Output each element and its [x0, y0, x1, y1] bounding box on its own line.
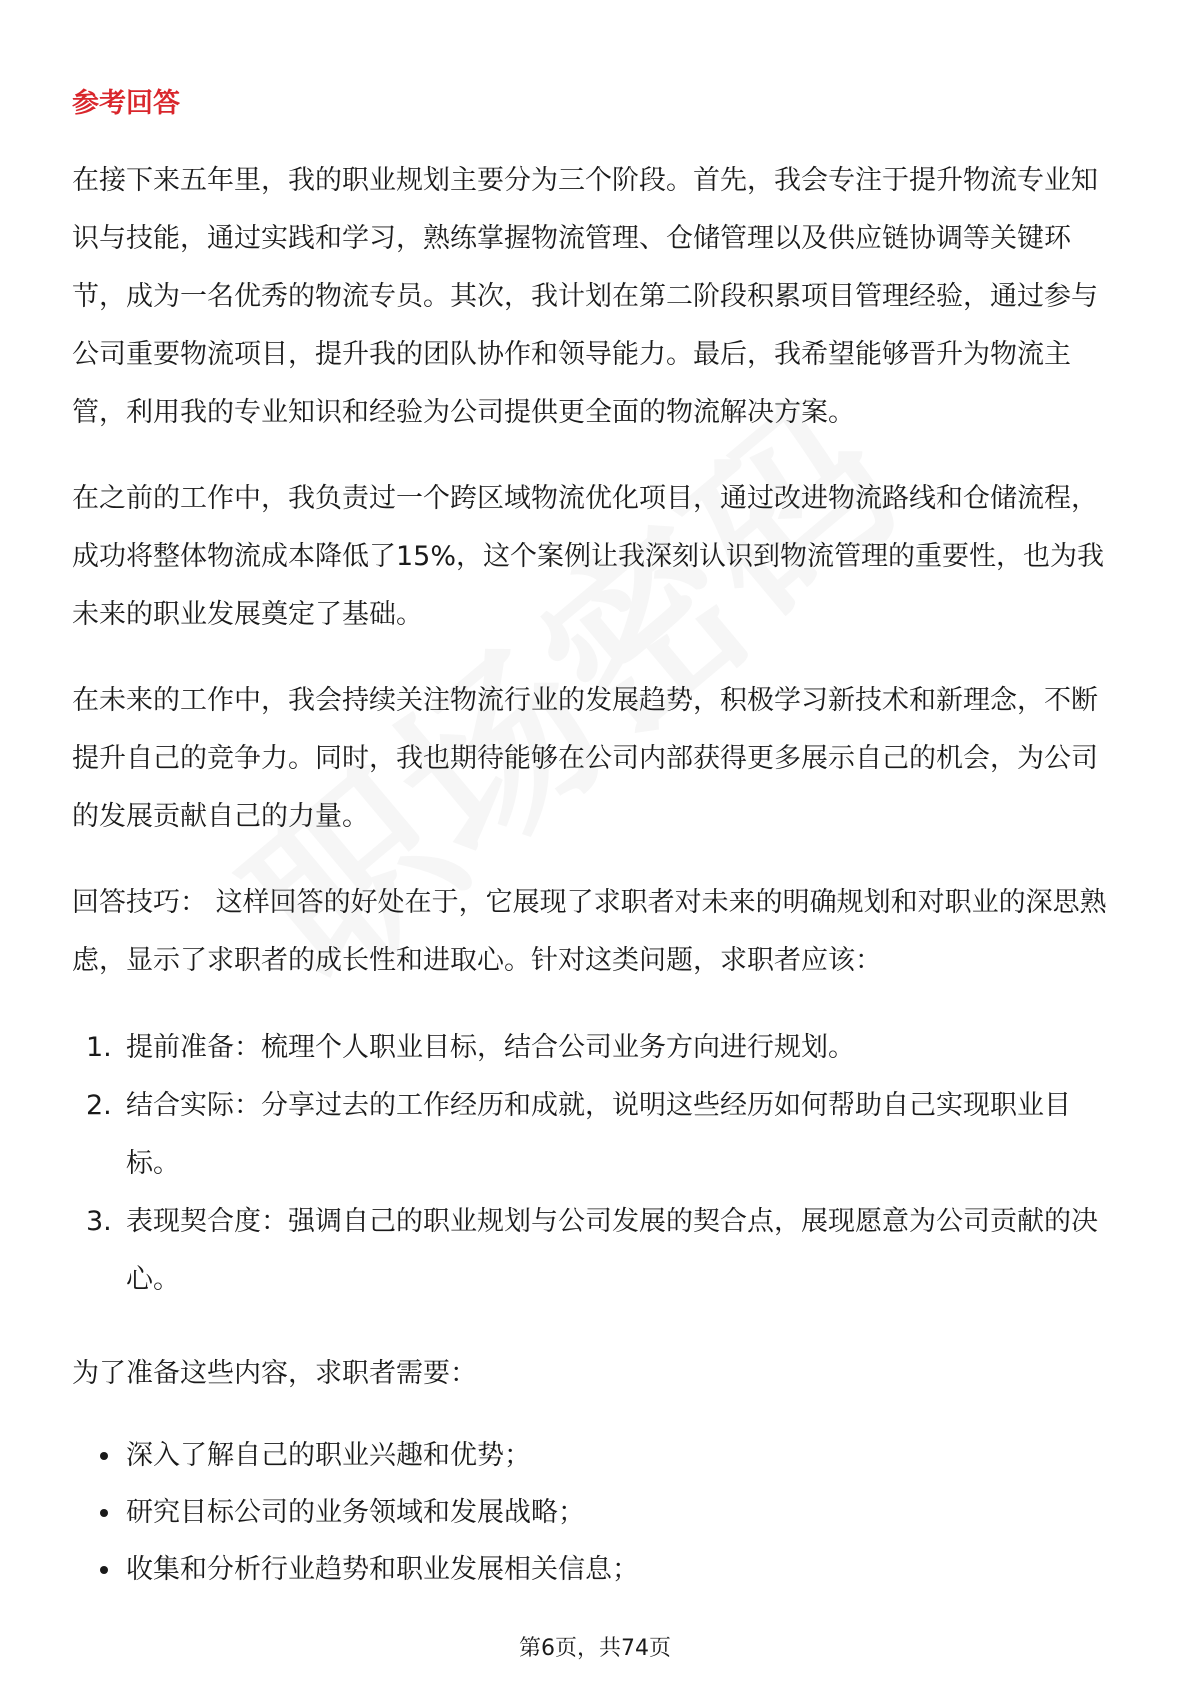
bullet-icon	[100, 1509, 108, 1517]
tips-ordered-list	[72, 1019, 1122, 1309]
list-item	[72, 1484, 1122, 1541]
section-heading: 参考回答	[72, 88, 180, 119]
list-item-text: 提前准备：梳理个人职业目标，结合公司业务方向进行规划。	[126, 1032, 855, 1063]
list-item-text: 结合实际：分享过去的工作经历和成就，说明这些经历如何帮助自己实现职业目标。	[126, 1090, 1071, 1179]
paragraph-future: 在未来的工作中，我会持续关注物流行业的发展趋势，积极学习新技术和新理念，不断提升自己的竞争力。同时，我也期待能够在公司内部获得更多展示自己的机会，为公司的发展贡献自己的力量。	[72, 685, 1098, 832]
list-number: 2.	[86, 1090, 112, 1121]
list-item-text: 深入了解自己的职业兴趣和优势；	[126, 1440, 531, 1471]
list-number: 3.	[86, 1206, 112, 1237]
list-number: 1.	[86, 1032, 112, 1063]
list-item-text: 收集和分析行业趋势和职业发展相关信息；	[126, 1554, 639, 1585]
list-item	[72, 1427, 1122, 1484]
list-item	[72, 1019, 1122, 1077]
list-item-text: 研究目标公司的业务领域和发展战略；	[126, 1497, 585, 1528]
paragraph-plan: 在接下来五年里，我的职业规划主要分为三个阶段。首先，我会专注于提升物流专业知识与技能，通过实践和学习，熟练掌握物流管理、仓储管理以及供应链协调等关键环节，成为一名优秀的物流专员。其次，我计划在第二阶段积累项目管理经验，通过参与公司重要物流项目，提升我的团队协作和领导能力。最后，我希望能够晋升为物流主管，利用我的专业知识和经验为公司提供更全面的物流解决方案。	[72, 165, 1098, 428]
page-number: 第6页，共74页	[519, 1636, 671, 1661]
bullet-icon	[100, 1452, 108, 1460]
list-item-text: 表现契合度：强调自己的职业规划与公司发展的契合点，展现愿意为公司贡献的决心。	[126, 1206, 1098, 1295]
list-item	[72, 1077, 1122, 1193]
bullet-icon	[100, 1566, 108, 1574]
prepare-bullet-list	[72, 1427, 1122, 1598]
list-item	[72, 1541, 1122, 1598]
paragraph-prepare: 为了准备这些内容，求职者需要：	[72, 1358, 477, 1389]
paragraph-tips: 回答技巧： 这样回答的好处在于，它展现了求职者对未来的明确规划和对职业的深思熟虑，显示了求职者的成长性和进取心。针对这类问题，求职者应该：	[72, 887, 1107, 976]
list-item	[72, 1193, 1122, 1309]
paragraph-experience: 在之前的工作中，我负责过一个跨区域物流优化项目，通过改进物流路线和仓储流程，成功将整体物流成本降低了15%，这个案例让我深刻认识到物流管理的重要性，也为我未来的职业发展奠定了基础。	[72, 483, 1105, 630]
